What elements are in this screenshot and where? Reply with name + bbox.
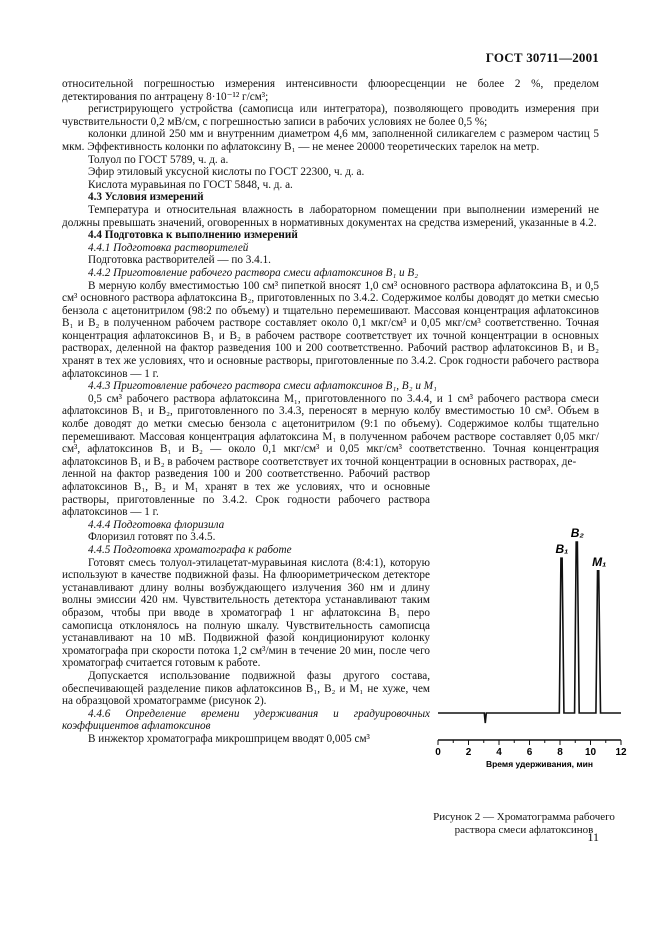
paragraph: В инжектор хроматографа микрошприцем вводят 0,005 см³ [88,732,370,745]
page-number: 11 [587,830,599,844]
x-tick-label: 6 [526,747,533,758]
paragraph: регистрирующего устройства (самописца или интегратора), позволяющего проводить измерения при чувствительности 0,2 мВ/см, с погрешностью записи в рабочих условиях не более 0,5 %; [62,103,599,128]
paragraph: Температура и относительная влажность в лабораторном помещении при выполнении измерений не должны превышать значений, оговоренных в нормативных документах на средства измерений, указанные в 4.2. [62,203,599,229]
section-heading: 4.3 Условия измерений [88,191,204,204]
subsection-heading: 4.4.4 Подготовка флоризила [88,518,225,531]
subsection-heading: 4.4.6 Определение времени удерживания и градуировочных коэффициентов афлатоксинов [62,707,430,733]
paragraph: 0,5 см³ рабочего раствора афлатоксина M₁, приготовленного по 3.4.4, и 1 см³ рабочего раствора смеси афлатоксинов B₁ и B₂, приготовленного по 3.4.3, переносят в мерную колбу вместимостью 10 см³. Объем в колбе доводят до метки смесью бензола с ацетонитрилом (9:1 по объему). Содержимое колбы тщательно перемешивают. Массовая концентрация афлатоксина M₁ в полученном рабочем растворе составляет 0,05 мкг/см³, афлатоксинов B₁ и B₂ — около 0,1 мкг/см³ и 0,05 мкг/см³ соответственно. Точная концентрация афлатоксинов B₁ и B₂ в рабочем растворе соответствует их точной концентрации в основных растворах, де- [62,392,599,468]
paragraph: колонки длиной 250 мм и внутренним диаметром 4,6 мм, заполненной силикагелем с размером частиц 5 мкм. Эффективность колонки по афлатоксину B₁ — не менее 20000 теоретических тарелок на метр. [62,128,599,153]
paragraph: Флоризил готовят по 3.4.5. [88,531,216,544]
x-tick-label: 4 [496,747,502,758]
chromatogram-chart [432,517,632,803]
section-heading: 4.4 Подготовка к выполнению измерений [88,229,298,242]
paragraph: относительной погрешностью измерения интенсивности флюоресценции не более 2 %, пределом детектирования по антрацену 8·10⁻¹² г/см³; [62,78,599,103]
x-tick-label: 8 [557,747,563,758]
subsection-heading: 4.4.3 Приготовление рабочего раствора смеси афлатоксинов B₁, B₂ и M₁ [88,380,437,393]
paragraph: Допускается использование подвижной фазы другого состава, обеспечивающей разделение пиков афлатоксинов B₁, B₂ и M₁ не хуже, чем на образцовой хроматограмме (рисунок 2). [62,669,430,708]
peak-label: B₂ [570,526,585,540]
x-tick-label: 0 [435,747,441,758]
paragraph: Кислота муравьиная по ГОСТ 5848, ч. д. а. [88,178,293,191]
paragraph: Эфир этиловый уксусной кислоты по ГОСТ 22300, ч. д. а. [88,166,365,179]
paragraph: ленной на фактор разведения 100 и 200 соответственно. Рабочий раствор афлатоксинов B₁, B₂ и M₁ хранят в тех же условиях, что и основные растворы, приготовленные по 3.4.2. Срок годности рабочего раствора афлатоксинов — 1 г. [62,468,430,519]
paragraph: Готовят смесь толуол-этилацетат-муравьиная кислота (8:4:1), которую используют в качестве подвижной фазы. На флюориметрическом детекторе устанавливают длину волны возбуждающего излучения 360 нм и длину волны эмиссии 420 нм. Чувствительность детектора устанавливают таким образом, чтобы при вводе в хроматограф 1 нг афлатоксина B₁ перо самописца отклонялось на полную шкалу. Чувствительность самописца устанавливают на 10 мВ. Подвижной фазой кондиционируют колонку хроматографа при скорости потока 1,2 см³/мин в течение 20 мин, после чего хроматограф считается готовым к работе. [62,556,430,670]
x-axis-label: Время удерживания, мин [485,759,594,769]
chromatogram-trace [438,542,621,723]
document-header: ГОСТ 30711—2001 [485,50,599,65]
subsection-heading: 4.4.5 Подготовка хроматографа к работе [88,543,292,556]
subsection-heading: 4.4.1 Подготовка растворителей [88,241,249,254]
figure-caption: Рисунок 2 — Хроматограмма рабочего раствора смеси афлатоксинов [433,811,615,836]
subsection-heading: 4.4.2 Приготовление рабочего раствора смеси афлатоксинов B₁ и B₂ [88,266,419,279]
x-tick-label: 12 [615,747,627,758]
x-tick-label: 2 [465,747,472,758]
peak-label: B₁ [555,542,569,557]
paragraph: Толуол по ГОСТ 5789, ч. д. а. [88,153,229,166]
peak-label: M₁ [592,554,607,569]
paragraph: Подготовка растворителей — по 3.4.1. [88,254,271,267]
paragraph: В мерную колбу вместимостью 100 см³ пипеткой вносят 1,0 см³ основного раствора афлатоксина B₁ и 0,5 см³ основного раствора афлатоксина B₂, приготовленных по 3.4.2. Содержимое колбы доводят до метки смесью бензола с ацетонитрилом (98:2 по объему) и тщательно перемешивают. Массовая концентрация афлатоксинов B₁ и B₂ в полученном рабочем растворе составляет около 0,1 мкг/см³ и 0,05 мкг/см³ соответственно. Точная концентрация афлатоксинов B₁ и B₂ в рабочем растворе соответствует их точной концентрации в основных растворах, деленной на фактор разведения 100 и 200 соответственно. Рабочий раствор афлатоксинов B₁ и B₂ хранят в тех же условиях, что и основные растворы, приготовленные по 3.4.2. Срок годности рабочего раствора афлатоксинов — 1 г. [62,279,599,380]
x-tick-label: 10 [584,747,597,758]
chromatogram-figure [432,517,632,808]
